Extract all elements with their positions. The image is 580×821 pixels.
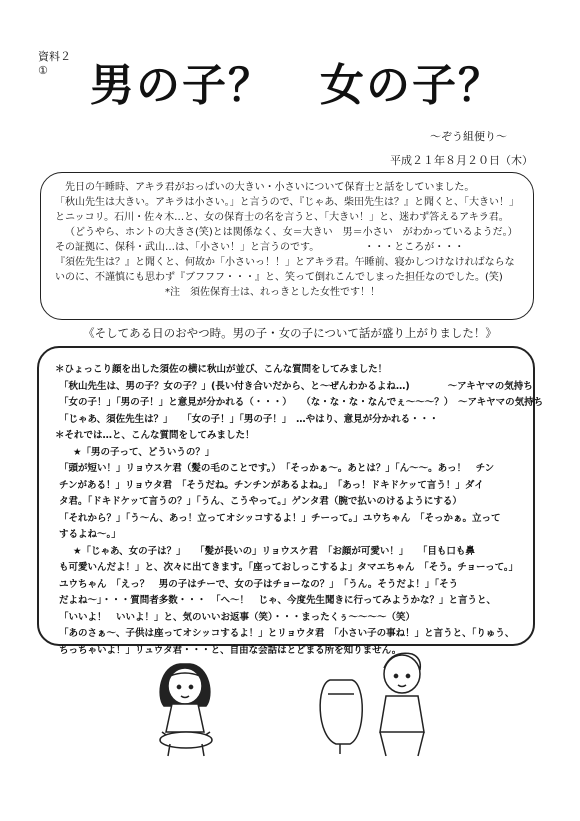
- conversation-line: ★「じゃあ、女の子は？」 「髪が長いの」リョウスケ君 「お顔が可愛い！」 「目も口も鼻: [73, 545, 475, 557]
- conversation-line: 「いいよ！ いいよ！」と、気のいいお返事（笑）・・・まったくぅ～～～～（笑）: [59, 611, 416, 623]
- document-label-text: 資料２: [38, 50, 71, 63]
- conversation-line: も可愛いんだよ！」と、次々に出てきます。「座っておしっこするよ」タマエちゃん 「そう。チョーって。」: [59, 562, 519, 573]
- conversation-line: ＊それでは…と、こんな質問をしてみました！: [55, 430, 255, 441]
- conversation-line: 「秋山先生は、男の子？女の子？」(長い付き合いだから、と～ぜんわかるよね…) ～アキヤマの気持ち: [59, 380, 533, 392]
- conversation-line: タ君。「ドキドケッて言うの？」「うん、こうやって。」ゲンタ君（腕で払いのけるようにする）: [59, 496, 462, 507]
- boy-icon: [380, 653, 424, 756]
- conversation-line: だよね～」・・・質問者多数・・・ 「へ～！ じゃ、今度先生聞きに行ってみようかな？」と言うと、: [59, 595, 497, 606]
- newsletter-subtitle: ～ぞう組便り～: [430, 130, 507, 143]
- story-box: [40, 172, 534, 320]
- conversation-line: チンがある！」リョウタ君 「そうだね。チンチンがあるよね。」 「あっ！ドキドケッて言う！」ダイ: [59, 479, 484, 491]
- girl-potty-icon: [160, 664, 212, 756]
- conversation-line: ユウちゃん 「えっ？ 男の子はチーで、女の子はチョーなの？」 「うん。そうだよ！」「そう: [59, 578, 459, 590]
- conversation-box: [37, 346, 544, 656]
- urinal-icon: [320, 680, 362, 754]
- conversation-line: 「頭が短い！」リョウスケ君（髪の毛のことです。） 「そっかぁ～。あとは？」「ん～～。あっ！ チン: [59, 463, 495, 474]
- story-line: 『須佐先生は？』と聞くと、何故か「小さいっ！！」とアキラ君。午睡前、寝かしつけなければならな: [55, 257, 515, 268]
- story-line: とニッコリ。石川・佐々木…と、女の保育士の名を言うと、「大きい！」と、迷わず答えるアキラ君。: [55, 212, 509, 223]
- document-label: [38, 50, 71, 78]
- story-line: その証拠に、保科・武山…は、「小さい！」と言うのです。 ・・・ところが・・・: [55, 242, 465, 253]
- conversation-line: 「じゃあ、須佐先生は？」 「女の子！」「男の子！」 …やはり、意見が分かれる・・・: [59, 413, 439, 425]
- story-line: 先日の午睡時、アキラ君がおっぱいの大きい・小さいについて保育士と話をしていました。: [65, 182, 475, 193]
- conversation-line: 「あのさぁ～、子供は座ってオシッコするよ！」とリョウタ君 「小さい子の事ね！」と言うと、「りゅう、: [59, 628, 515, 639]
- story-line: いのに、不謹慎にも思わず『ブフフフ・・・』と、笑って倒れこんでしまった担任なのでした。(笑): [55, 272, 503, 283]
- conversation-line: ★「男の子って、どういうの？」: [73, 446, 215, 458]
- conversation-line: 「それから？」「う～ん、あっ！立ってオシッコするよ！」チーって。」ユウちゃん 「そっかぁ。立って: [59, 512, 501, 524]
- document-number: ①: [38, 64, 48, 77]
- conversation-line: ＊ひょっこり顔を出した須佐の横に秋山が並び、こんな質問をしてみました！: [55, 364, 388, 375]
- story-footnote: *注 須佐保育士は、れっきとした女性です！！: [165, 287, 380, 298]
- illustration: [140, 640, 460, 760]
- page-title: 男の子？ 女の子？: [90, 60, 504, 111]
- story-line: 「秋山先生は大きい。アキラは小さい。」と言うので、『じゃあ、柴田先生は？』と聞くと、「大きい！」: [55, 197, 519, 208]
- conversation-line: ちっちゃいよ！」リュウタ君・・・と、自由な会話はとどまる所を知りません。: [59, 644, 402, 656]
- section-headline: 《そしてある日のおやつ時。男の子・女の子について話が盛り上がりました！》: [83, 326, 497, 340]
- conversation-line: 「女の子！」「男の子！」と意見が分かれる（・・・） （な・な・な・なんでぇ～～～？） ～アキヤマの気持ち: [59, 397, 544, 408]
- story-line: （どうやら、ホントの大きさ(笑)とは関係なく、女＝大きい 男＝小さい がわかっているようだ。）: [65, 227, 518, 238]
- issue-date: 平成２１年８月２０日（木）: [390, 154, 533, 167]
- conversation-line: するよね～。」: [59, 529, 121, 540]
